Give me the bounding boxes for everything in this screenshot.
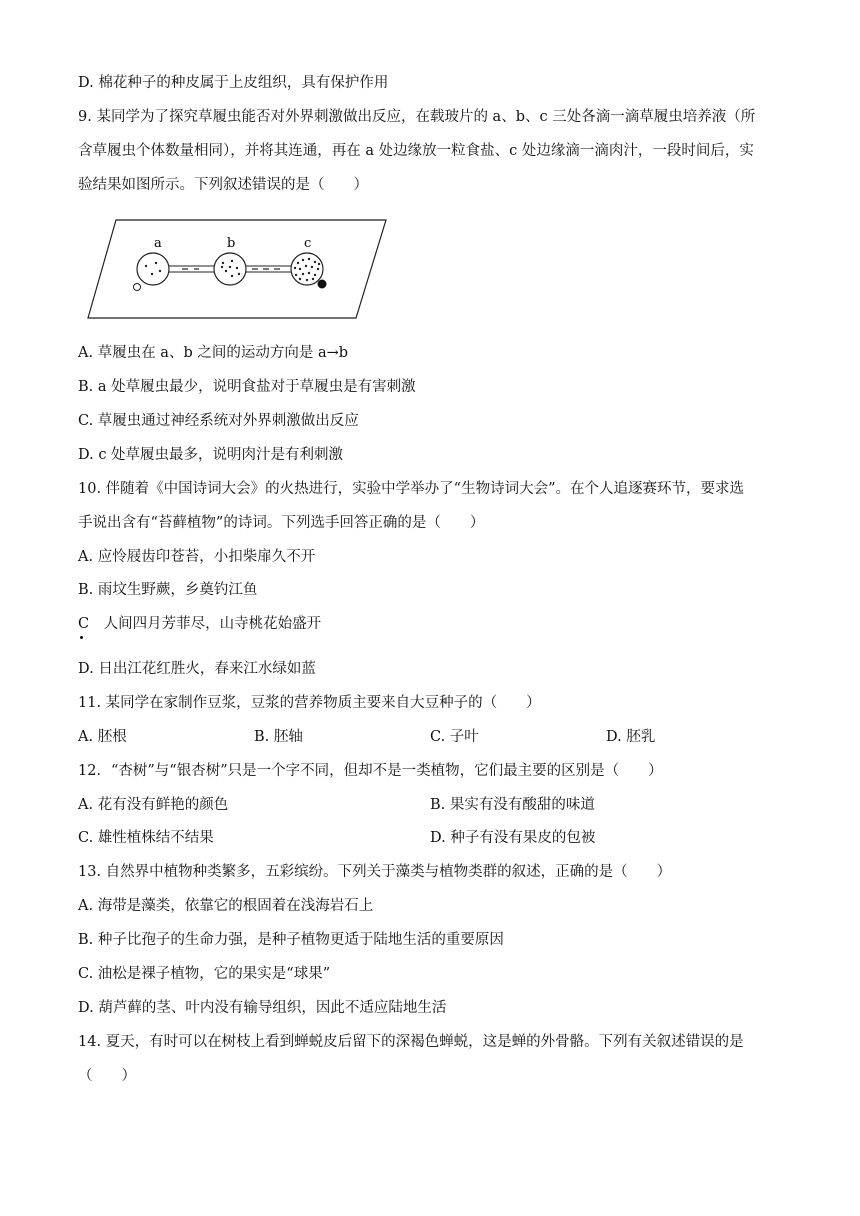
salt-grain <box>134 284 141 291</box>
drop-a <box>137 253 169 285</box>
q9-option-c: C. 草履虫通过神经系统对外界刺激做出反应 <box>78 413 359 429</box>
q13-option-d: D. 葫芦藓的茎、叶内没有输导组织，因此不适应陆地生活 <box>78 1000 447 1016</box>
label-b: b <box>227 236 236 251</box>
q13-option-c: C. 油松是裸子植物，它的果实是“球果” <box>78 966 331 982</box>
meat-juice-drop <box>318 280 327 289</box>
q9-stem-line-2: 含草履虫个体数量相同），并将其连通，再在 a 处边缘放一粒食盐、c 处边缘滴一滴肉汁，一段时间后，实 <box>78 143 754 159</box>
q12-option-d: D. 种子有没有果皮的包被 <box>430 830 596 846</box>
q11-stem: 11. 某同学在家制作豆浆，豆浆的营养物质主要来自大豆种子的（ ） <box>78 695 541 711</box>
q14-stem-line-1: 14. 夏天，有时可以在树枝上看到蝉蜕皮后留下的深褐色蝉蜕，这是蝉的外骨骼。下列有关叙述错误的是 <box>78 1034 744 1050</box>
q9-option-a: A. 草履虫在 a、b 之间的运动方向是 a→b <box>78 345 349 361</box>
q10-option-b: B. 雨坟生野蕨，乡奠钓江鱼 <box>78 582 258 598</box>
q13-option-a: A. 海带是藻类，依靠它的根固着在浅海岩石上 <box>78 898 374 914</box>
q12-stem: 12．“杏树”与“银杏树”只是一个字不同，但却不是一类植物，它们最主要的区别是（ ） <box>78 763 663 779</box>
q13-option-b: B. 种子比孢子的生命力强，是种子植物更适于陆地生活的重要原因 <box>78 932 504 948</box>
q9-option-b: B. a 处草履虫最少，说明食盐对于草履虫是有害刺激 <box>78 379 416 395</box>
q10-stem-line-1: 10. 伴随着《中国诗词大会》的火热进行，实验中学举办了“生物诗词大会”。在个人追逐赛环节，要求选 <box>78 481 744 497</box>
q11-option-c: C. 子叶 <box>430 729 479 745</box>
q12-option-a: A. 花有没有鲜艳的颜色 <box>78 797 229 813</box>
q12-option-c: C. 雄性植株结不结果 <box>78 830 214 846</box>
q11-option-d: D. 胚乳 <box>606 729 656 745</box>
paramecium-slide-figure <box>86 214 388 324</box>
q10-stem-line-2: 手说出含有“苔藓植物”的诗词。下列选手回答正确的是（ ） <box>78 515 485 531</box>
label-a: a <box>154 236 162 251</box>
q9-stem-line-1: 9. 某同学为了探究草履虫能否对外界刺激做出反应，在载玻片的 a、b、c 三处各滴一滴草履虫培养液（所 <box>78 109 756 125</box>
q11-option-a: A. 胚根 <box>78 729 127 745</box>
drop-b <box>214 253 246 285</box>
q11-option-b: B. 胚轴 <box>254 729 303 745</box>
q12-option-b: B. 果实有没有酸甜的味道 <box>430 797 595 813</box>
q8-option-d: D. 棉花种子的种皮属于上皮组织，具有保护作用 <box>78 75 389 91</box>
q9-stem-line-3: 验结果如图所示。下列叙述错误的是（ ） <box>78 177 368 193</box>
label-c: c <box>304 236 312 251</box>
q13-stem: 13. 自然界中植物种类繁多，五彩缤纷。下列关于藻类与植物类群的叙述，正确的是（ ） <box>78 864 672 880</box>
q10-option-d: D. 日出江花红胜火，春来江水绿如蓝 <box>78 661 316 677</box>
q10-option-a: A. 应怜屐齿印苍苔，小扣柴扉久不开 <box>78 549 316 565</box>
q14-stem-line-2: （ ） <box>78 1068 136 1084</box>
stray-dot-mark <box>80 636 83 639</box>
q10-option-c: C 人间四月芳菲尽，山寺桃花始盛开 <box>78 616 322 632</box>
q9-option-d: D. c 处草履虫最多，说明肉汁是有利刺激 <box>78 447 344 463</box>
